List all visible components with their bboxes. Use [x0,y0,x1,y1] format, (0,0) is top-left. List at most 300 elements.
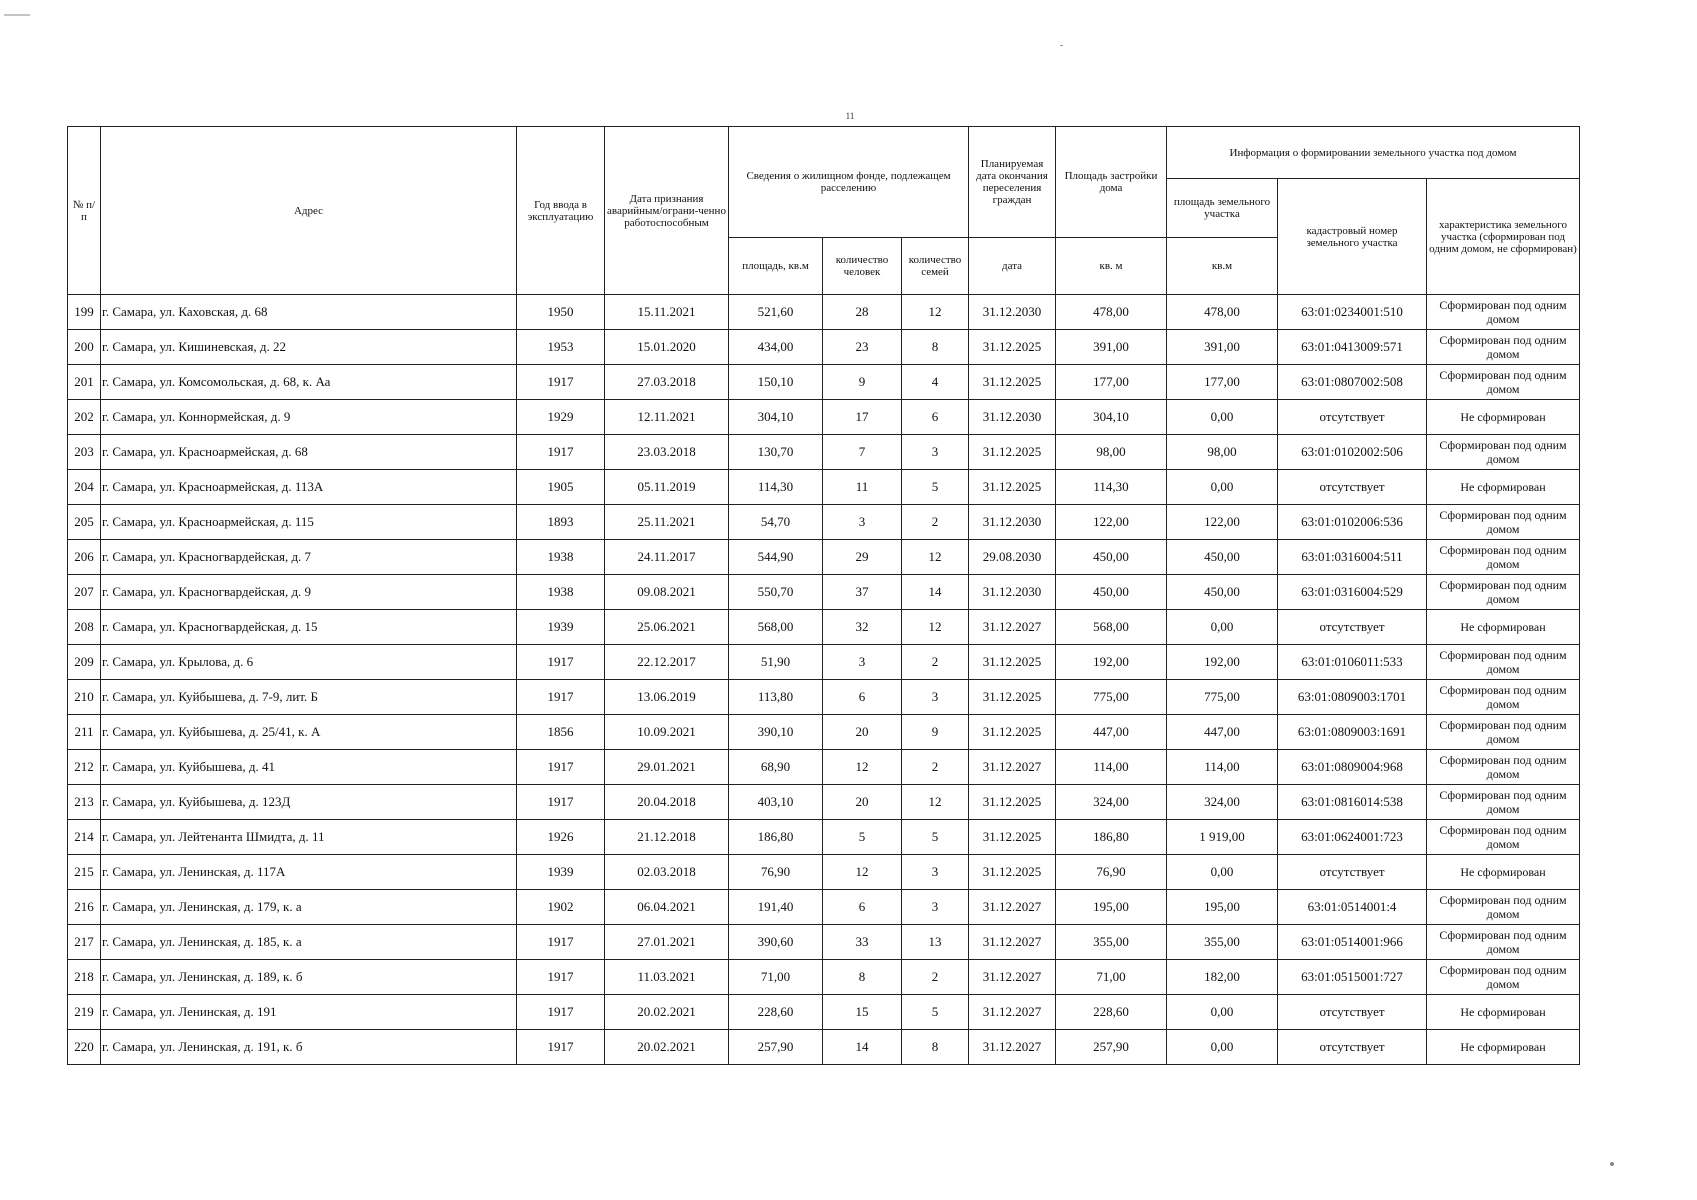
row-number: 211 [68,715,101,750]
area-cell: 304,10 [729,400,823,435]
cadastral-number-cell: 63:01:0106011:533 [1278,645,1427,680]
recognition-date-cell: 15.11.2021 [605,295,729,330]
people-count-cell: 20 [823,785,902,820]
cadastral-number-cell: 63:01:0809003:1701 [1278,680,1427,715]
families-count-cell: 12 [902,610,969,645]
address-cell: г. Самара, ул. Красногвардейская, д. 15 [101,610,517,645]
people-count-cell: 6 [823,890,902,925]
people-count-cell: 28 [823,295,902,330]
address-cell: г. Самара, ул. Ленинская, д. 117А [101,855,517,890]
land-characteristic-cell: Сформирован под одним домом [1427,820,1580,855]
cadastral-number-cell: 63:01:0316004:511 [1278,540,1427,575]
table-row [68,960,1580,995]
header-land-area: площадь земельного участка [1167,179,1278,238]
people-count-cell: 33 [823,925,902,960]
address-cell: г. Самара, ул. Красноармейская, д. 68 [101,435,517,470]
people-count-cell: 14 [823,1030,902,1065]
land-characteristic-cell: Не сформирован [1427,855,1580,890]
table-row [68,470,1580,505]
year-cell: 1917 [517,960,605,995]
land-area-cell: 195,00 [1167,890,1278,925]
people-count-cell: 12 [823,750,902,785]
cadastral-number-cell: 63:01:0624001:723 [1278,820,1427,855]
row-number: 209 [68,645,101,680]
table-row [68,295,1580,330]
land-area-cell: 0,00 [1167,470,1278,505]
row-number: 202 [68,400,101,435]
cadastral-number-cell: 63:01:0816014:538 [1278,785,1427,820]
recognition-date-cell: 29.01.2021 [605,750,729,785]
families-count-cell: 2 [902,645,969,680]
area-cell: 550,70 [729,575,823,610]
building-area-cell: 177,00 [1056,365,1167,400]
people-count-cell: 20 [823,715,902,750]
area-cell: 186,80 [729,820,823,855]
year-cell: 1939 [517,855,605,890]
building-area-cell: 71,00 [1056,960,1167,995]
land-characteristic-cell: Сформирован под одним домом [1427,785,1580,820]
building-area-cell: 775,00 [1056,680,1167,715]
cadastral-number-cell: отсутствует [1278,1030,1427,1065]
address-cell: г. Самара, ул. Коннормейская, д. 9 [101,400,517,435]
row-number: 205 [68,505,101,540]
land-area-cell: 450,00 [1167,575,1278,610]
people-count-cell: 15 [823,995,902,1030]
cadastral-number-cell: 63:01:0809003:1691 [1278,715,1427,750]
people-count-cell: 6 [823,680,902,715]
building-area-cell: 450,00 [1056,575,1167,610]
land-characteristic-cell: Не сформирован [1427,610,1580,645]
address-cell: г. Самара, ул. Крылова, д. 6 [101,645,517,680]
address-cell: г. Самара, ул. Красноармейская, д. 113А [101,470,517,505]
families-count-cell: 5 [902,470,969,505]
row-number: 212 [68,750,101,785]
cadastral-number-cell: 63:01:0102006:536 [1278,505,1427,540]
recognition-date-cell: 20.04.2018 [605,785,729,820]
year-cell: 1917 [517,365,605,400]
address-cell: г. Самара, ул. Куйбышева, д. 123Д [101,785,517,820]
header-building-kvm: кв. м [1056,238,1167,295]
table-row [68,400,1580,435]
resettlement-table [67,126,1580,1065]
land-characteristic-cell: Сформирован под одним домом [1427,645,1580,680]
area-cell: 114,30 [729,470,823,505]
address-cell: г. Самара, ул. Ленинская, д. 189, к. б [101,960,517,995]
planned-date-cell: 31.12.2025 [969,330,1056,365]
cadastral-number-cell: отсутствует [1278,470,1427,505]
planned-date-cell: 31.12.2025 [969,470,1056,505]
land-area-cell: 447,00 [1167,715,1278,750]
header-num: № п/п [68,127,101,295]
people-count-cell: 11 [823,470,902,505]
families-count-cell: 3 [902,855,969,890]
building-area-cell: 76,90 [1056,855,1167,890]
area-cell: 390,10 [729,715,823,750]
row-number: 206 [68,540,101,575]
people-count-cell: 8 [823,960,902,995]
recognition-date-cell: 10.09.2021 [605,715,729,750]
planned-date-cell: 31.12.2030 [969,400,1056,435]
year-cell: 1917 [517,435,605,470]
year-cell: 1926 [517,820,605,855]
table-row [68,750,1580,785]
families-count-cell: 13 [902,925,969,960]
area-cell: 54,70 [729,505,823,540]
land-characteristic-cell: Сформирован под одним домом [1427,750,1580,785]
cadastral-number-cell: 63:01:0515001:727 [1278,960,1427,995]
year-cell: 1917 [517,680,605,715]
building-area-cell: 114,30 [1056,470,1167,505]
planned-date-cell: 31.12.2025 [969,645,1056,680]
table-row [68,855,1580,890]
building-area-cell: 447,00 [1056,715,1167,750]
land-characteristic-cell: Сформирован под одним домом [1427,505,1580,540]
header-cadastral: кадастровый номер земельного участка [1278,179,1427,295]
recognition-date-cell: 25.11.2021 [605,505,729,540]
planned-date-cell: 31.12.2027 [969,995,1056,1030]
table-row [68,330,1580,365]
area-cell: 434,00 [729,330,823,365]
planned-date-cell: 31.12.2025 [969,680,1056,715]
recognition-date-cell: 24.11.2017 [605,540,729,575]
land-area-cell: 0,00 [1167,400,1278,435]
people-count-cell: 32 [823,610,902,645]
row-number: 203 [68,435,101,470]
building-area-cell: 122,00 [1056,505,1167,540]
address-cell: г. Самара, ул. Кишиневская, д. 22 [101,330,517,365]
row-number: 218 [68,960,101,995]
table-row [68,785,1580,820]
area-cell: 113,80 [729,680,823,715]
families-count-cell: 4 [902,365,969,400]
area-cell: 191,40 [729,890,823,925]
building-area-cell: 186,80 [1056,820,1167,855]
year-cell: 1938 [517,575,605,610]
header-land-group: Информация о формировании земельного участка под домом [1167,127,1580,179]
year-cell: 1950 [517,295,605,330]
scan-speck [4,14,30,16]
address-cell: г. Самара, ул. Ленинская, д. 179, к. а [101,890,517,925]
cadastral-number-cell: 63:01:0807002:508 [1278,365,1427,400]
cadastral-number-cell: 63:01:0234001:510 [1278,295,1427,330]
recognition-date-cell: 20.02.2021 [605,995,729,1030]
families-count-cell: 6 [902,400,969,435]
planned-date-cell: 31.12.2027 [969,960,1056,995]
land-area-cell: 324,00 [1167,785,1278,820]
table-row [68,1030,1580,1065]
building-area-cell: 192,00 [1056,645,1167,680]
land-characteristic-cell: Сформирован под одним домом [1427,680,1580,715]
land-characteristic-cell: Не сформирован [1427,1030,1580,1065]
land-characteristic-cell: Сформирован под одним домом [1427,575,1580,610]
cadastral-number-cell: 63:01:0809004:968 [1278,750,1427,785]
table-row [68,365,1580,400]
address-cell: г. Самара, ул. Куйбышева, д. 25/41, к. А [101,715,517,750]
scan-speck [1060,45,1063,46]
year-cell: 1917 [517,785,605,820]
cadastral-number-cell: отсутствует [1278,400,1427,435]
row-number: 213 [68,785,101,820]
address-cell: г. Самара, ул. Каховская, д. 68 [101,295,517,330]
building-area-cell: 478,00 [1056,295,1167,330]
address-cell: г. Самара, ул. Комсомольская, д. 68, к. Аа [101,365,517,400]
address-cell: г. Самара, ул. Ленинская, д. 191, к. б [101,1030,517,1065]
land-characteristic-cell: Сформирован под одним домом [1427,925,1580,960]
area-cell: 68,90 [729,750,823,785]
header-year: Год ввода в эксплуатацию [517,127,605,295]
planned-date-cell: 31.12.2025 [969,785,1056,820]
year-cell: 1902 [517,890,605,925]
table-row [68,575,1580,610]
people-count-cell: 23 [823,330,902,365]
land-area-cell: 0,00 [1167,1030,1278,1065]
building-area-cell: 195,00 [1056,890,1167,925]
table-row [68,995,1580,1030]
land-area-cell: 98,00 [1167,435,1278,470]
land-characteristic-cell: Сформирован под одним домом [1427,715,1580,750]
families-count-cell: 5 [902,820,969,855]
land-area-cell: 0,00 [1167,855,1278,890]
table-body [68,295,1580,1065]
families-count-cell: 12 [902,540,969,575]
address-cell: г. Самара, ул. Куйбышева, д. 41 [101,750,517,785]
table-row [68,680,1580,715]
row-number: 207 [68,575,101,610]
header-characteristic: характеристика земельного участка (сформирован под одним домом, не сформирован) [1427,179,1580,295]
land-area-cell: 192,00 [1167,645,1278,680]
year-cell: 1917 [517,925,605,960]
land-characteristic-cell: Сформирован под одним домом [1427,890,1580,925]
land-characteristic-cell: Сформирован под одним домом [1427,435,1580,470]
table-row [68,610,1580,645]
building-area-cell: 355,00 [1056,925,1167,960]
recognition-date-cell: 25.06.2021 [605,610,729,645]
header-planned-date: Планируемая дата окончания переселения граждан [969,127,1056,238]
land-area-cell: 114,00 [1167,750,1278,785]
cadastral-number-cell: отсутствует [1278,610,1427,645]
recognition-date-cell: 20.02.2021 [605,1030,729,1065]
area-cell: 76,90 [729,855,823,890]
header-address: Адрес [101,127,517,295]
building-area-cell: 568,00 [1056,610,1167,645]
people-count-cell: 5 [823,820,902,855]
row-number: 204 [68,470,101,505]
row-number: 216 [68,890,101,925]
year-cell: 1938 [517,540,605,575]
address-cell: г. Самара, ул. Красногвардейская, д. 7 [101,540,517,575]
families-count-cell: 8 [902,1030,969,1065]
recognition-date-cell: 09.08.2021 [605,575,729,610]
address-cell: г. Самара, ул. Лейтенанта Шмидта, д. 11 [101,820,517,855]
recognition-date-cell: 15.01.2020 [605,330,729,365]
land-characteristic-cell: Сформирован под одним домом [1427,365,1580,400]
cadastral-number-cell: 63:01:0514001:966 [1278,925,1427,960]
cadastral-number-cell: отсутствует [1278,855,1427,890]
header-recognition-date: Дата признания аварийным/ограни-ченно работоспособным [605,127,729,295]
building-area-cell: 257,90 [1056,1030,1167,1065]
building-area-cell: 304,10 [1056,400,1167,435]
families-count-cell: 5 [902,995,969,1030]
cadastral-number-cell: 63:01:0316004:529 [1278,575,1427,610]
land-area-cell: 0,00 [1167,610,1278,645]
land-area-cell: 450,00 [1167,540,1278,575]
planned-date-cell: 29.08.2030 [969,540,1056,575]
land-characteristic-cell: Не сформирован [1427,470,1580,505]
area-cell: 228,60 [729,995,823,1030]
recognition-date-cell: 22.12.2017 [605,645,729,680]
building-area-cell: 228,60 [1056,995,1167,1030]
year-cell: 1917 [517,645,605,680]
planned-date-cell: 31.12.2027 [969,610,1056,645]
address-cell: г. Самара, ул. Красногвардейская, д. 9 [101,575,517,610]
building-area-cell: 324,00 [1056,785,1167,820]
row-number: 199 [68,295,101,330]
building-area-cell: 450,00 [1056,540,1167,575]
row-number: 220 [68,1030,101,1065]
year-cell: 1917 [517,995,605,1030]
area-cell: 390,60 [729,925,823,960]
header-building-area: Площадь застройки дома [1056,127,1167,238]
table-row [68,890,1580,925]
land-area-cell: 1 919,00 [1167,820,1278,855]
row-number: 215 [68,855,101,890]
row-number: 217 [68,925,101,960]
table-row [68,540,1580,575]
recognition-date-cell: 11.03.2021 [605,960,729,995]
year-cell: 1917 [517,750,605,785]
land-area-cell: 177,00 [1167,365,1278,400]
cadastral-number-cell: отсутствует [1278,995,1427,1030]
header-families: количество семей [902,238,969,295]
year-cell: 1893 [517,505,605,540]
land-area-cell: 775,00 [1167,680,1278,715]
families-count-cell: 2 [902,505,969,540]
area-cell: 521,60 [729,295,823,330]
land-characteristic-cell: Сформирован под одним домом [1427,960,1580,995]
header-people: количество человек [823,238,902,295]
header-date: дата [969,238,1056,295]
planned-date-cell: 31.12.2027 [969,925,1056,960]
area-cell: 150,10 [729,365,823,400]
people-count-cell: 37 [823,575,902,610]
address-cell: г. Самара, ул. Куйбышева, д. 7-9, лит. Б [101,680,517,715]
planned-date-cell: 31.12.2025 [969,435,1056,470]
people-count-cell: 12 [823,855,902,890]
people-count-cell: 7 [823,435,902,470]
table-row [68,505,1580,540]
year-cell: 1939 [517,610,605,645]
building-area-cell: 98,00 [1056,435,1167,470]
land-area-cell: 182,00 [1167,960,1278,995]
land-characteristic-cell: Сформирован под одним домом [1427,295,1580,330]
planned-date-cell: 31.12.2027 [969,890,1056,925]
people-count-cell: 3 [823,645,902,680]
area-cell: 403,10 [729,785,823,820]
people-count-cell: 9 [823,365,902,400]
address-cell: г. Самара, ул. Красноармейская, д. 115 [101,505,517,540]
land-characteristic-cell: Сформирован под одним домом [1427,330,1580,365]
building-area-cell: 114,00 [1056,750,1167,785]
people-count-cell: 29 [823,540,902,575]
recognition-date-cell: 27.03.2018 [605,365,729,400]
families-count-cell: 8 [902,330,969,365]
families-count-cell: 3 [902,890,969,925]
recognition-date-cell: 21.12.2018 [605,820,729,855]
year-cell: 1856 [517,715,605,750]
planned-date-cell: 31.12.2030 [969,505,1056,540]
row-number: 219 [68,995,101,1030]
land-area-cell: 355,00 [1167,925,1278,960]
header-land-kvm: кв.м [1167,238,1278,295]
table-row [68,645,1580,680]
area-cell: 71,00 [729,960,823,995]
families-count-cell: 12 [902,785,969,820]
row-number: 214 [68,820,101,855]
land-characteristic-cell: Сформирован под одним домом [1427,540,1580,575]
families-count-cell: 3 [902,680,969,715]
year-cell: 1905 [517,470,605,505]
recognition-date-cell: 06.04.2021 [605,890,729,925]
row-number: 201 [68,365,101,400]
families-count-cell: 14 [902,575,969,610]
recognition-date-cell: 13.06.2019 [605,680,729,715]
recognition-date-cell: 05.11.2019 [605,470,729,505]
cadastral-number-cell: 63:01:0514001:4 [1278,890,1427,925]
area-cell: 130,70 [729,435,823,470]
area-cell: 568,00 [729,610,823,645]
row-number: 208 [68,610,101,645]
land-area-cell: 391,00 [1167,330,1278,365]
people-count-cell: 17 [823,400,902,435]
header-area: площадь, кв.м [729,238,823,295]
land-characteristic-cell: Не сформирован [1427,995,1580,1030]
building-area-cell: 391,00 [1056,330,1167,365]
families-count-cell: 2 [902,750,969,785]
recognition-date-cell: 12.11.2021 [605,400,729,435]
area-cell: 544,90 [729,540,823,575]
table-row [68,820,1580,855]
families-count-cell: 12 [902,295,969,330]
table-row [68,715,1580,750]
row-number: 200 [68,330,101,365]
year-cell: 1917 [517,1030,605,1065]
planned-date-cell: 31.12.2027 [969,750,1056,785]
families-count-cell: 9 [902,715,969,750]
planned-date-cell: 31.12.2025 [969,715,1056,750]
planned-date-cell: 31.12.2025 [969,855,1056,890]
land-area-cell: 478,00 [1167,295,1278,330]
row-number: 210 [68,680,101,715]
planned-date-cell: 31.12.2025 [969,820,1056,855]
header-housing-group: Сведения о жилищном фонде, подлежащем расселению [729,127,969,238]
table-row [68,925,1580,960]
area-cell: 257,90 [729,1030,823,1065]
land-area-cell: 0,00 [1167,995,1278,1030]
recognition-date-cell: 23.03.2018 [605,435,729,470]
table-row [68,435,1580,470]
planned-date-cell: 31.12.2025 [969,365,1056,400]
land-characteristic-cell: Не сформирован [1427,400,1580,435]
cadastral-number-cell: 63:01:0413009:571 [1278,330,1427,365]
address-cell: г. Самара, ул. Ленинская, д. 191 [101,995,517,1030]
families-count-cell: 3 [902,435,969,470]
recognition-date-cell: 02.03.2018 [605,855,729,890]
address-cell: г. Самара, ул. Ленинская, д. 185, к. а [101,925,517,960]
scan-speck [1610,1162,1614,1166]
page-number: 11 [845,111,855,121]
planned-date-cell: 31.12.2030 [969,575,1056,610]
planned-date-cell: 31.12.2027 [969,1030,1056,1065]
